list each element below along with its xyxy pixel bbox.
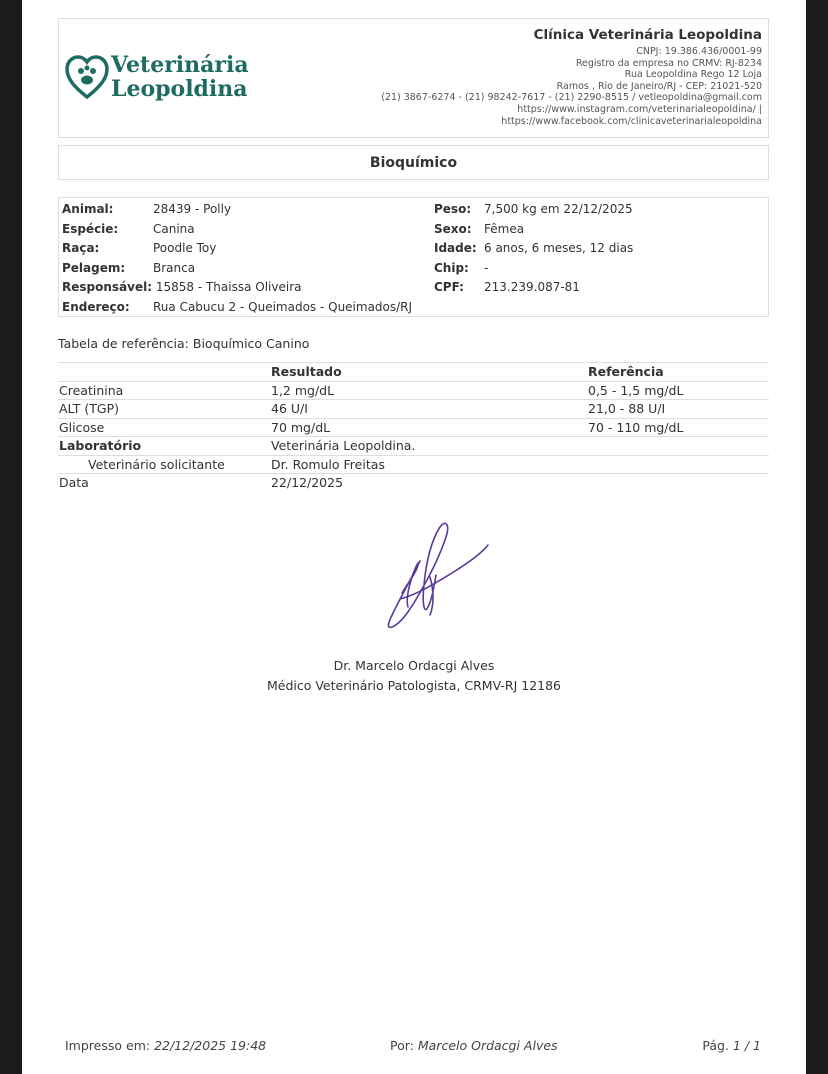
table-row	[58, 418, 769, 437]
cpf-row	[434, 278, 580, 298]
raca-label: Raça:	[62, 241, 100, 255]
by-label: Por:	[390, 1038, 414, 1053]
exam-name: Glicose	[58, 418, 270, 437]
page-value: 1 / 1	[732, 1038, 761, 1053]
logo-line-2: Leopoldina	[111, 76, 248, 102]
chip-label: Chip:	[434, 260, 469, 275]
printed-label: Impresso em:	[65, 1038, 151, 1053]
exam-reference: 70 - 110 mg/dL	[587, 418, 769, 437]
endereco-label: Endereço:	[62, 299, 130, 314]
sexo-value: Fêmea	[484, 221, 525, 236]
exam-result: 46 U/I	[270, 400, 587, 419]
patient-info	[58, 197, 769, 317]
raca-value: Poodle Toy	[153, 241, 217, 255]
clinic-instagram: https://www.instagram.com/veterinarialeopoldina/ |	[517, 103, 762, 115]
peso-value: 7,500 kg em 22/12/2025	[484, 202, 633, 216]
results-header	[58, 363, 769, 382]
especie-value: Canina	[153, 221, 195, 236]
cpf-value: 213.239.087-81	[484, 280, 580, 294]
animal-row	[62, 200, 231, 220]
footer-page	[702, 1038, 761, 1053]
footer-by	[390, 1038, 558, 1053]
clinic-contacts: (21) 3867-6274 - (21) 98242-7617 - (21) 2290-8515 / vetleopoldina@gmail.com	[381, 92, 762, 104]
idade-label: Idade:	[434, 241, 477, 255]
clinic-logo	[65, 49, 265, 109]
pelagem-value: Branca	[153, 260, 196, 275]
lab-row	[58, 437, 769, 456]
responsavel-row	[62, 278, 302, 298]
reference-table-title: Tabela de referência: Bioquímico Canino	[58, 336, 310, 351]
vet-row	[58, 455, 769, 474]
vet-label: Veterinário solicitante	[58, 455, 270, 474]
exam-reference: 0,5 - 1,5 mg/dL	[587, 381, 769, 400]
clinic-info	[381, 26, 762, 127]
responsavel-label: Responsável:	[62, 280, 153, 294]
endereco-value: Rua Cabucu 2 - Queimados - Queimados/RJ	[153, 299, 413, 314]
sexo-label: Sexo:	[434, 221, 472, 236]
responsavel-value: 15858 - Thaissa Oliveira	[155, 280, 302, 294]
clinic-address-1: Rua Leopoldina Rego 12 Loja	[624, 69, 762, 81]
footer-printed	[65, 1038, 266, 1053]
especie-label: Espécie:	[62, 221, 119, 236]
clinic-name: Clínica Veterinária Leopoldina	[533, 27, 762, 43]
especie-row	[62, 220, 195, 240]
lab-label: Laboratório	[58, 437, 270, 456]
pelagem-label: Pelagem:	[62, 260, 126, 275]
sexo-row	[434, 220, 524, 240]
clinic-address-2: Ramos , Rio de Janeiro/RJ - CEP: 21021-520	[556, 80, 762, 92]
header-reference: Referência	[587, 363, 769, 382]
peso-row	[434, 200, 633, 220]
table-row	[58, 400, 769, 419]
document-page	[22, 0, 806, 1074]
signer-name: Dr. Marcelo Ordacgi Alves	[333, 658, 495, 673]
raca-row	[62, 239, 216, 259]
exam-reference: 21,0 - 88 U/I	[587, 400, 769, 419]
exam-result: 70 mg/dL	[270, 418, 587, 437]
endereco-row	[62, 298, 412, 318]
clinic-header	[58, 18, 769, 138]
handwritten-signature	[372, 515, 492, 633]
logo-text	[111, 53, 249, 101]
date-value: 22/12/2025	[271, 475, 344, 490]
header-result: Resultado	[270, 363, 587, 382]
document-title: Bioquímico	[58, 145, 769, 180]
page-label: Pág.	[702, 1038, 729, 1053]
vet-value: Dr. Romulo Freitas	[270, 455, 769, 474]
cpf-label: CPF:	[434, 280, 464, 294]
chip-row	[434, 259, 488, 279]
animal-value: 28439 - Polly	[153, 202, 232, 216]
lab-value: Veterinária Leopoldina.	[270, 437, 769, 456]
by-value: Marcelo Ordacgi Alves	[417, 1038, 558, 1053]
printed-value: 22/12/2025 19:48	[154, 1038, 267, 1053]
exam-name: Creatinina	[58, 381, 270, 400]
clinic-cnpj: CNPJ: 19.386.436/0001-99	[636, 46, 762, 57]
signer-title: Médico Veterinário Patologista, CRMV-RJ 12186	[266, 678, 562, 693]
date-row	[58, 474, 769, 492]
results-table	[58, 362, 769, 492]
chip-value: -	[484, 260, 489, 275]
clinic-crmv: Registro da empresa no CRMV: RJ-8234	[575, 57, 762, 69]
table-row	[58, 381, 769, 400]
animal-label: Animal:	[62, 202, 114, 216]
peso-label: Peso:	[434, 202, 472, 216]
idade-value: 6 anos, 6 meses, 12 dias	[484, 241, 634, 255]
exam-name: ALT (TGP)	[58, 400, 270, 419]
idade-row	[434, 239, 633, 259]
signer-block	[22, 656, 806, 696]
date-label: Data	[59, 475, 89, 490]
heart-paw-icon	[65, 53, 109, 103]
exam-result: 1,2 mg/dL	[270, 381, 587, 400]
pelagem-row	[62, 259, 195, 279]
header-exam	[58, 363, 270, 382]
logo-line-1: Veterinária	[111, 52, 249, 78]
clinic-facebook: https://www.facebook.com/clinicaveterinarialeopoldina	[501, 115, 762, 127]
